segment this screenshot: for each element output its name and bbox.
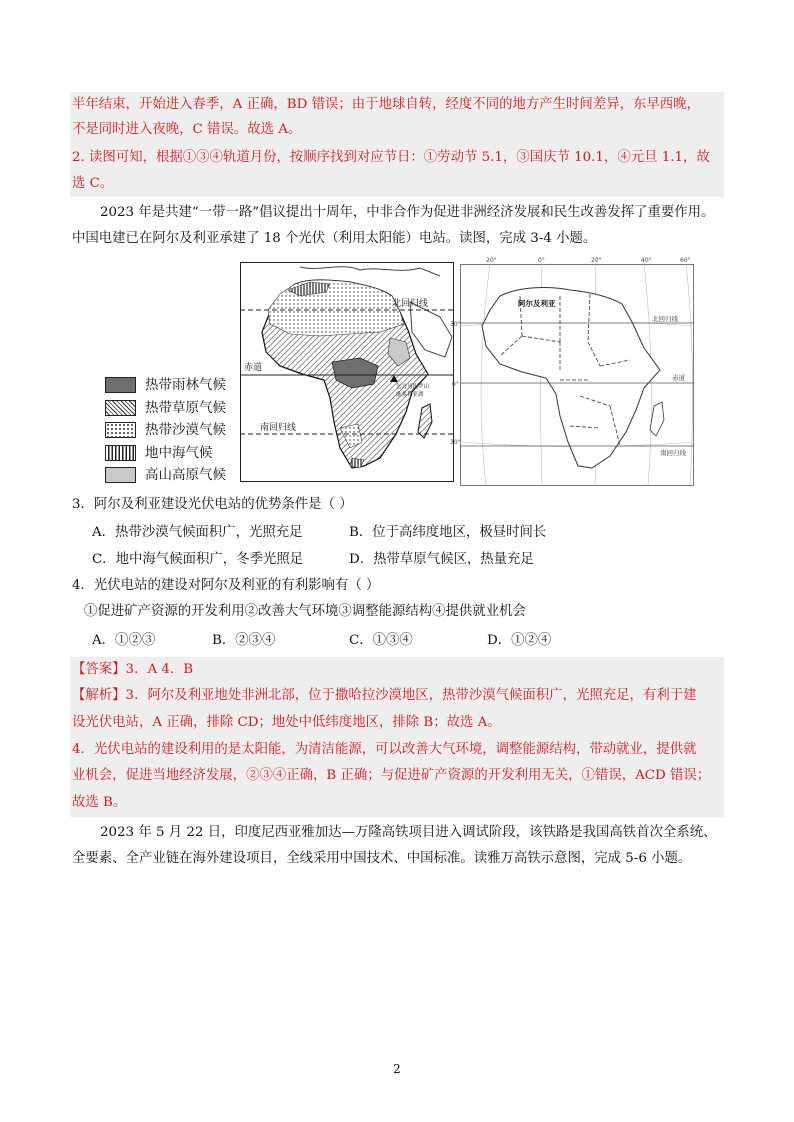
africa-political-map (450, 256, 694, 486)
intro-3-4-line-2: 中国电建已在阿尔及利亚承建了 18 个光伏（利用太阳能）电站。读图，完成 3-4 小题。 (72, 231, 597, 246)
q4-stem: 4．光伏电站的建设对阿尔及利亚的有利影响有（ ） (72, 578, 380, 593)
legend-swatch-highland (105, 467, 136, 483)
analysis-line-2: 设光伏电站，A 正确，排除 CD；地处中低纬度地区，排除 B；故选 A。 (72, 715, 501, 730)
answer-3-4-shade (70, 657, 724, 817)
intro-3-4-line-1: 2023 年是共建“一带一路”倡议提出十周年，中非合作为促进非洲经济发展和民生改善发挥了重要作用。 (100, 205, 715, 220)
analysis-line-5: 故选 B。 (72, 795, 127, 810)
prev-answer-line-2: 不是同时进入夜晚，C 错误。故选 A。 (72, 122, 302, 137)
q3-option-a: A．热带沙漠气候面积广，光照充足 (92, 525, 303, 540)
legend-item-desert (105, 419, 245, 442)
legend-label-rainforest: 热带雨林气候 (145, 377, 226, 393)
analysis-line-4: 业机会，促进当地经济发展，②③④正确，B 正确；与促进矿产资源的开发利用无关，①错误，ACD 错误； (72, 768, 711, 783)
label-equator: 赤道 (244, 363, 263, 373)
label-tropic-north: 北回归线 (392, 299, 429, 309)
prev-answer-line-1: 半年结束，开始进入春季，A 正确，BD 错误；由于地球自转，经度不同的地方产生时间差异，东早西晚， (72, 97, 700, 112)
top-tick-5: 60° (680, 257, 691, 264)
q3-stem: 3．阿尔及利亚建设光伏电站的优势条件是（ ） (72, 497, 353, 512)
legend-swatch-rainforest (105, 377, 136, 393)
label-tropic-south: 南回归线 (260, 423, 297, 433)
legend-label-savanna: 热带草原气候 (145, 399, 226, 416)
legend-label-desert: 热带沙漠气候 (145, 422, 226, 438)
q4-statements: ①促进矿产资源的开发利用②改善大气环境③调整能源结构④提供就业机会 (84, 604, 526, 619)
label-equator-r: 赤道 (672, 374, 685, 382)
legend-swatch-savanna (105, 400, 136, 416)
top-tick-1: 20° (486, 257, 497, 264)
climate-legend (105, 374, 245, 487)
q4-option-a: A．①②③ (92, 633, 156, 648)
top-tick-3: 20° (591, 257, 602, 264)
africa-climate-map (240, 262, 454, 482)
left-tick-2: 0° (452, 381, 459, 388)
prev-answer-line-3: 2. 读图可知，根据①③④轨道月份，按顺序找到对应节日：①劳动节 5.1，③国庆节 10.1，④元旦 1.1，故 (72, 150, 710, 165)
q3-option-b: B．位于高纬度地区，极昼时间长 (349, 525, 547, 540)
legend-swatch-desert (105, 422, 136, 438)
label-country-algeria: 阿尔及利亚 (518, 299, 556, 308)
prev-answer-line-4: 选 C。 (72, 176, 114, 191)
legend-item-highland (105, 464, 245, 487)
legend-item-savanna (105, 397, 245, 420)
legend-item-mediterranean (105, 442, 245, 465)
q4-option-c: C．①③④ (349, 633, 413, 648)
q4-option-d: D．①②④ (487, 633, 552, 648)
top-tick-4: 40° (641, 257, 652, 264)
legend-label-highland: 高山高原气候 (145, 467, 226, 483)
intro-5-6-line-2: 全要素、全产业链在海外建设项目，全线采用中国技术、中国标准。读雅万高铁示意图，完成 5-6 小题。 (72, 851, 692, 866)
q4-option-b: B．②③④ (212, 633, 276, 648)
analysis-line-3: 4．光伏电站的建设利用的是太阳能，为清洁能源，可以改善大气环境，调整能源结构，带动就业，提供就 (72, 742, 697, 757)
left-tick-1: 30° (450, 321, 461, 328)
legend-item-rainforest (105, 374, 245, 397)
label-tropic-south-r: 南回归线 (660, 449, 686, 457)
label-lake: 维多利亚湖 (396, 392, 424, 398)
left-tick-3: 30° (450, 439, 461, 446)
answer-line: 【答案】3．A 4．B (72, 662, 194, 677)
q3-option-c: C．地中海气候面积广，冬季光照足 (92, 552, 304, 567)
q3-option-d: D．热带草原气候区，热量充足 (349, 552, 534, 567)
top-tick-2: 0° (538, 257, 545, 264)
legend-swatch-mediterranean (105, 445, 136, 461)
legend-label-mediterranean: 地中海气候 (145, 444, 213, 461)
label-tropic-north-r: 北回归线 (652, 315, 678, 323)
label-kilimanjaro: 乞力马扎罗山 (396, 384, 430, 390)
analysis-line-1: 【解析】3．阿尔及利亚地处非洲北部，位于撒哈拉沙漠地区，热带沙漠气候面积广，光照充足，有利于建 (72, 688, 697, 703)
intro-5-6-line-1: 2023 年 5 月 22 日，印度尼西亚雅加达—万隆高铁项目进入调试阶段，该铁路是我国高铁首次全系统、 (100, 825, 717, 840)
page-number: 2 (393, 1062, 401, 1076)
